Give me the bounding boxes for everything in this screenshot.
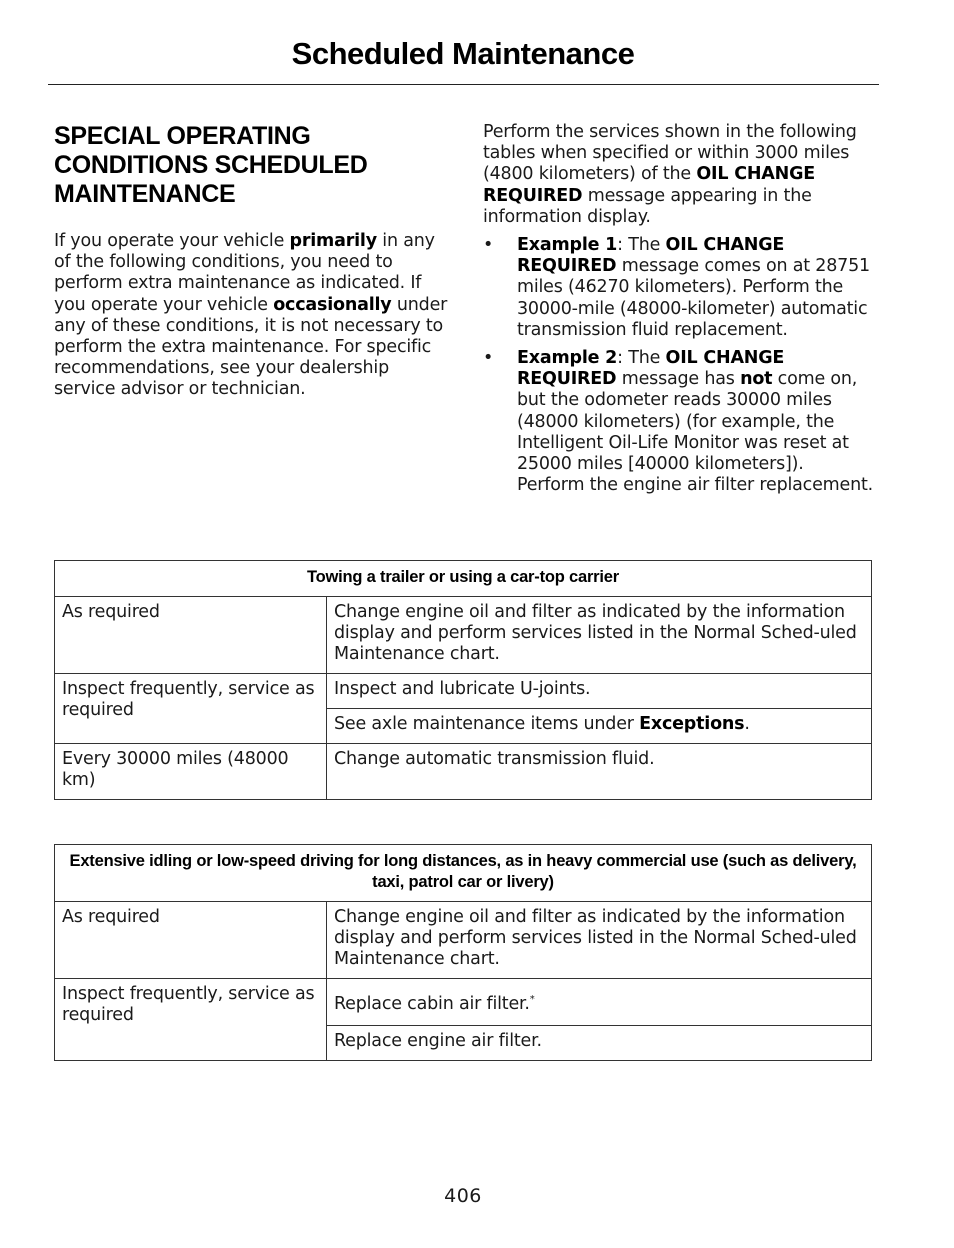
services-text-1: Perform the services shown in the following tables when specified or within 3000 miles (4800 kilometers) of the xyxy=(483,122,857,185)
table-row xyxy=(55,979,872,1026)
example-2-text-3: come on, but the odometer reads 30000 miles (48000 kilometers) (for example, the Intelligent Oil-Life Monitor was reset at 25000 miles [40000 kilometers]). Perform the engine air filter replacement. xyxy=(517,369,873,496)
table-heading: Extensive idling or low-speed driving for long distances, as in heavy commercial use (such as delivery, taxi, patrol car or livery) xyxy=(55,845,872,902)
intro-text-1: If you operate your vehicle xyxy=(54,231,290,251)
service-cell xyxy=(327,709,872,744)
example-1-bold-message: OIL CHANGE REQUIRED xyxy=(517,235,785,277)
interval-cell: As required xyxy=(55,597,327,674)
interval-cell: Every 30000 miles (48000 km) xyxy=(55,744,327,800)
intro-text-3: under any of these conditions, it is not necessary to perform the extra maintenance. For specific recommendations, see your dealership service advisor or technician. xyxy=(54,294,448,400)
left-column xyxy=(54,122,454,401)
interval-cell: Inspect frequently, service as required xyxy=(55,674,327,744)
example-1-text-1: : The xyxy=(617,235,666,256)
section-heading: SPECIAL OPERATING CONDITIONS SCHEDULED MAINTENANCE xyxy=(54,122,368,208)
example-2-bold-not: not xyxy=(740,369,773,390)
right-column xyxy=(483,122,875,503)
example-1-label: Example 1 xyxy=(517,235,618,256)
services-text-2: message appearing in the information display. xyxy=(483,185,812,227)
page-number: 406 xyxy=(444,1185,482,1207)
service-cell: Change engine oil and filter as indicated by the information display and perform services listed in the Normal Sched-uled Maintenance chart. xyxy=(327,902,872,979)
table-row xyxy=(55,902,872,979)
page-title: Scheduled Maintenance xyxy=(291,36,635,71)
bullet-icon: • xyxy=(483,348,494,369)
table-row xyxy=(55,597,872,674)
services-bold-message: OIL CHANGE REQUIRED xyxy=(483,164,815,206)
service-text: Replace cabin air filter. xyxy=(334,993,530,1014)
exceptions-reference: Exceptions xyxy=(639,714,745,734)
table-heading: Towing a trailer or using a car-top carrier xyxy=(55,561,872,597)
idling-maintenance-table xyxy=(54,844,872,1061)
example-2-item xyxy=(483,348,875,496)
service-text-end: . xyxy=(744,714,750,734)
table-row xyxy=(55,744,872,800)
services-paragraph xyxy=(483,122,875,228)
intro-paragraph xyxy=(54,231,454,401)
service-cell: Inspect and lubricate U-joints. xyxy=(327,674,872,709)
intro-text-2: in any of the following conditions, you need to perform extra maintenance as indicated. If you operate your vehicle xyxy=(54,231,435,315)
table-header-row xyxy=(55,561,872,597)
towing-maintenance-table xyxy=(54,560,872,800)
example-2-text-2: message has xyxy=(616,369,741,390)
intro-bold-primarily: primarily xyxy=(289,231,377,251)
title-divider xyxy=(48,84,879,85)
example-2-text-1: : The xyxy=(617,348,666,369)
service-cell xyxy=(327,979,872,1026)
service-cell: Change engine oil and filter as indicated by the information display and perform services listed in the Normal Sched-uled Maintenance chart. xyxy=(327,597,872,674)
footnote-mark: * xyxy=(529,994,535,1005)
example-1-text-2: message comes on at 28751 miles (46270 kilometers). Perform the 30000-mile (48000-kilometer) automatic transmission fluid replacement. xyxy=(517,256,870,340)
example-2-label: Example 2 xyxy=(517,348,618,369)
intro-bold-occasionally: occasionally xyxy=(273,294,392,315)
table-header-row xyxy=(55,845,872,902)
table-row xyxy=(55,674,872,709)
service-text: See axle maintenance items under xyxy=(334,714,640,734)
bullet-icon: • xyxy=(483,235,494,256)
service-cell: Replace engine air filter. xyxy=(327,1025,872,1060)
example-1-item xyxy=(483,235,875,341)
service-cell: Change automatic transmission fluid. xyxy=(327,744,872,800)
examples-list xyxy=(483,235,875,496)
example-2-bold-message: OIL CHANGE REQUIRED xyxy=(517,348,785,390)
interval-cell: Inspect frequently, service as required xyxy=(55,979,327,1061)
interval-cell: As required xyxy=(55,902,327,979)
